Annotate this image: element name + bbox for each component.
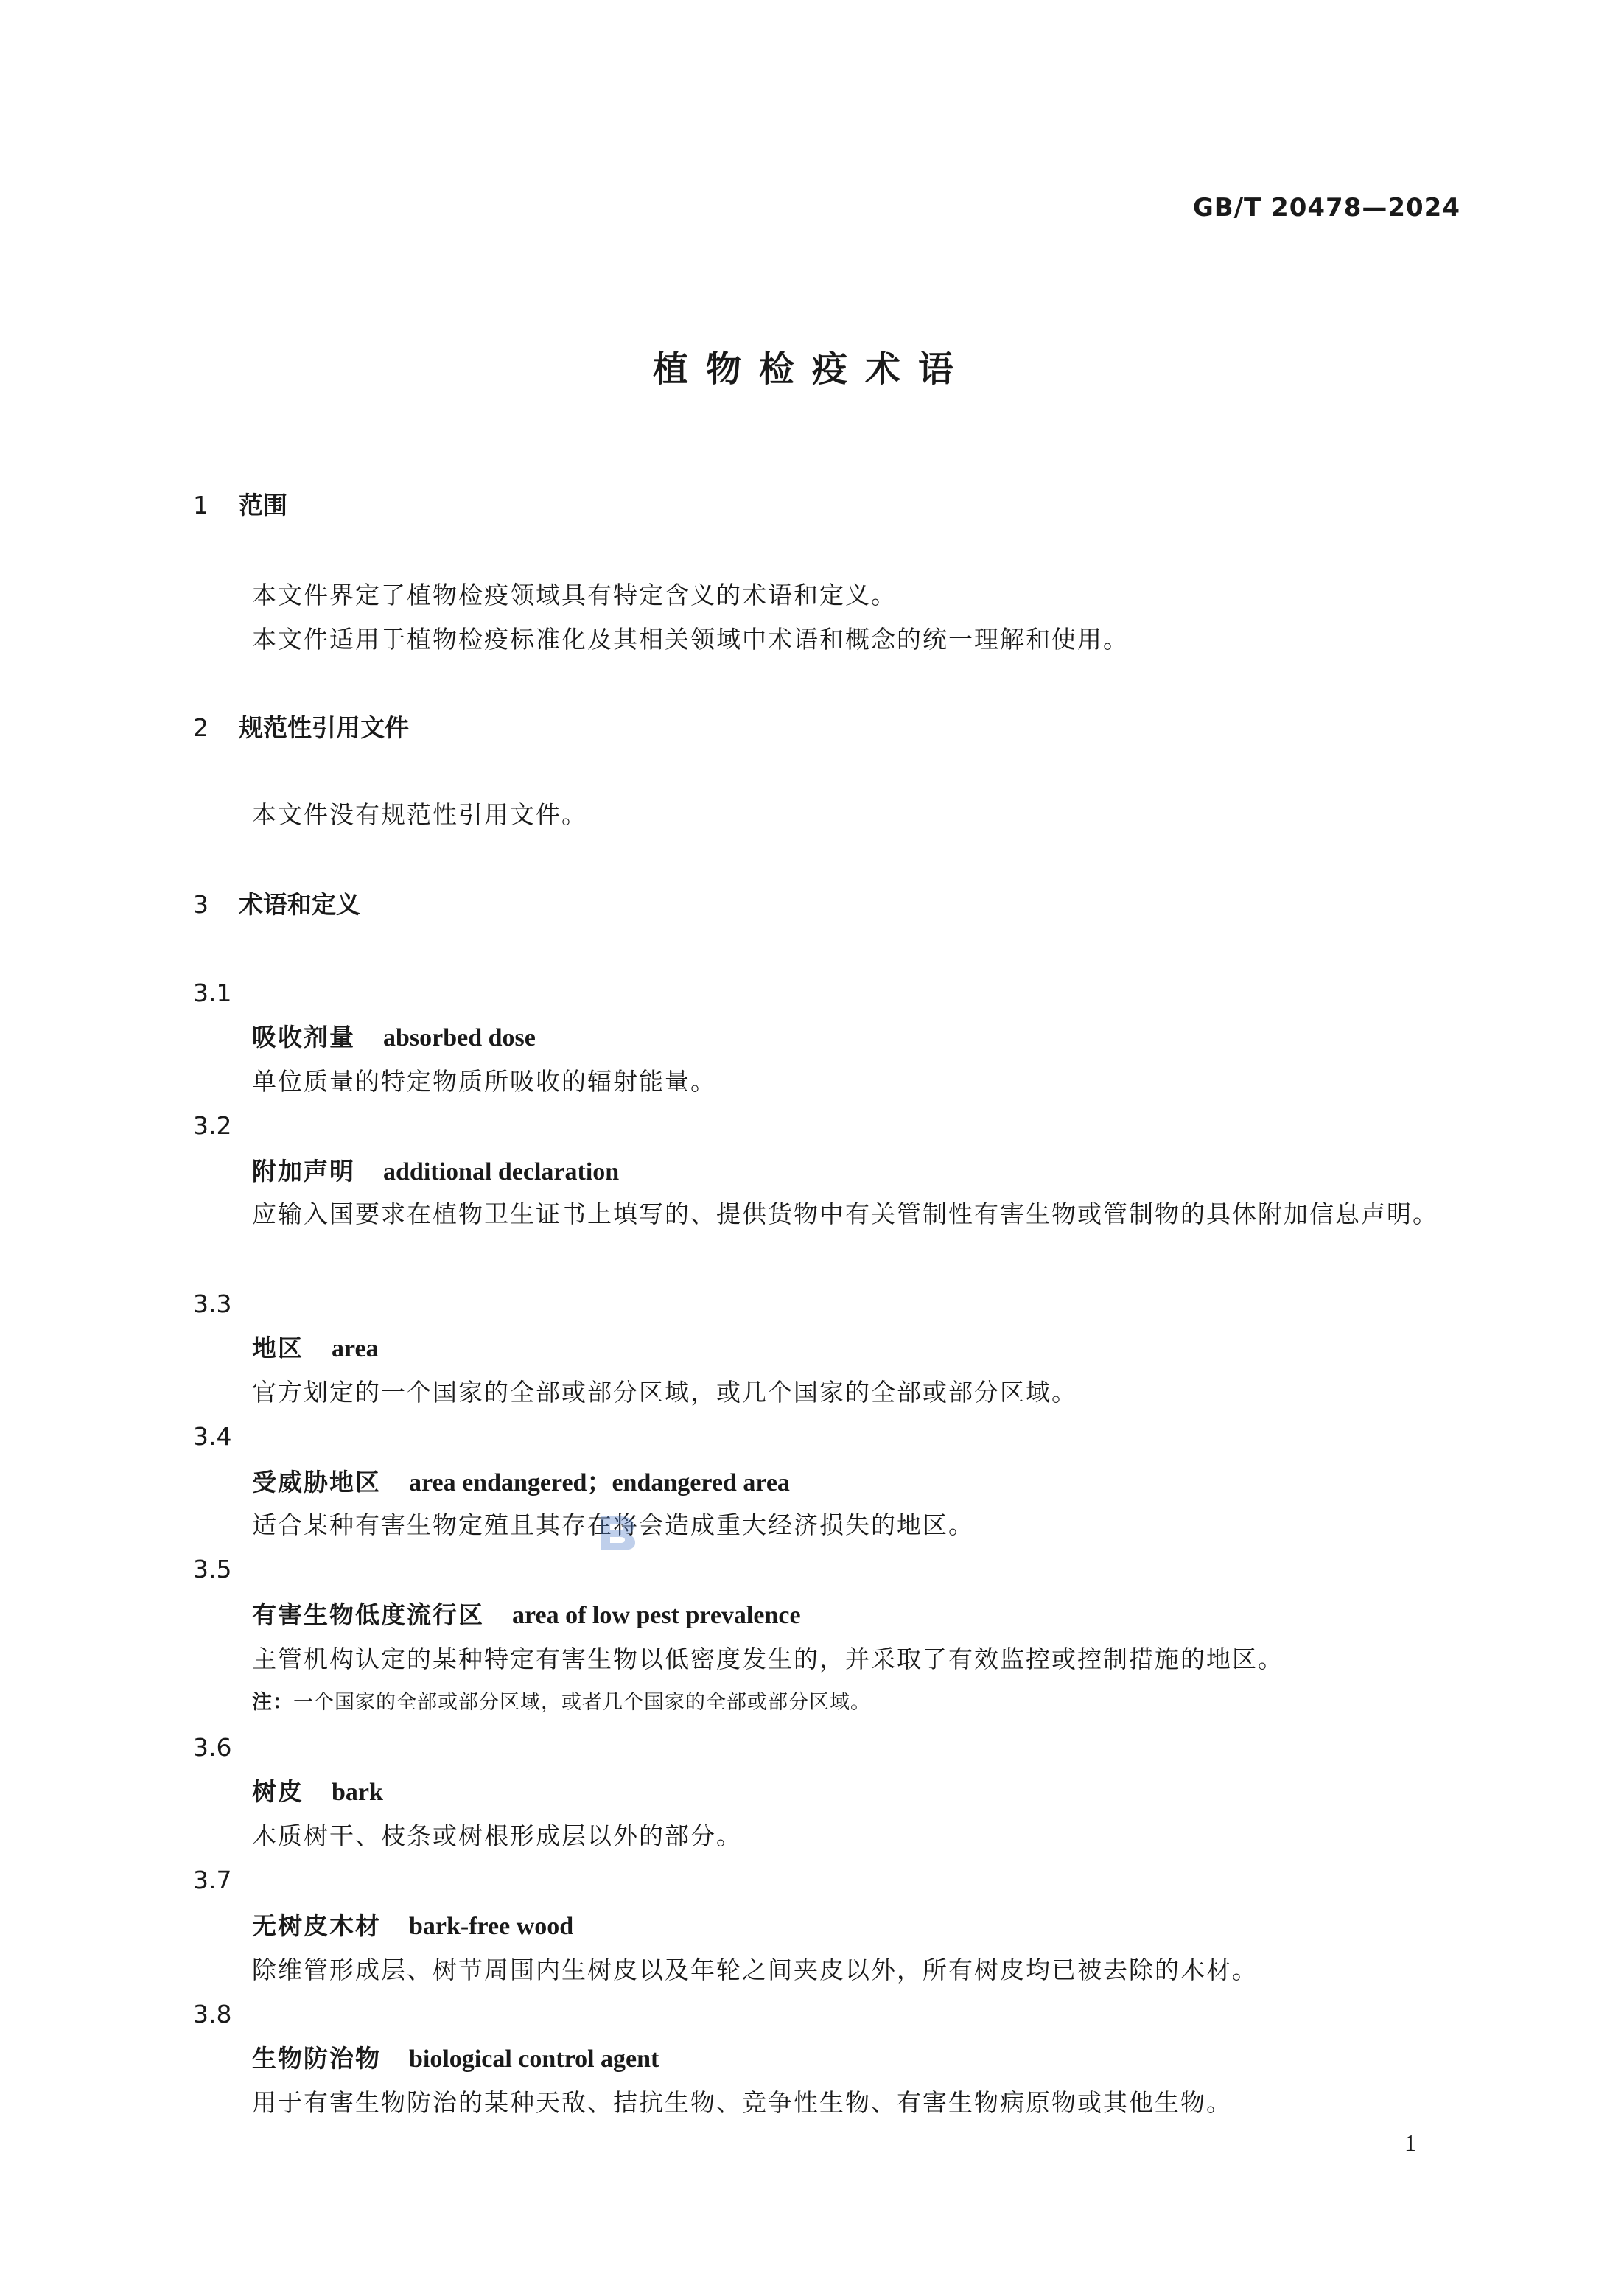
- term-entry: [252, 1600, 801, 1631]
- note-label: 注：: [252, 1691, 293, 1714]
- term-number: 3.4: [193, 1422, 232, 1451]
- term-zh: 树皮: [252, 1777, 304, 1806]
- term-en: bark-free wood: [409, 1913, 574, 1940]
- term-en: absorbed dose: [383, 1024, 536, 1051]
- section-heading-terms-definitions: [193, 890, 360, 920]
- section-number: 2: [193, 713, 209, 742]
- term-number: 3.2: [193, 1111, 232, 1140]
- term-entry: [252, 2044, 659, 2074]
- watermark-logo-icon: [595, 1512, 640, 1553]
- watermark-shape: [601, 1516, 635, 1550]
- note-text: 一个国家的全部或部分区域，或者几个国家的全部或部分区域。: [293, 1691, 871, 1714]
- scope-paragraph-2: 本文件适用于植物检疫标准化及其相关领域中术语和概念的统一理解和使用。: [252, 625, 1129, 654]
- term-entry: [252, 1777, 383, 1807]
- term-definition: 用于有害生物防治的某种天敌、拮抗生物、竞争性生物、有害生物病原物或其他生物。: [252, 2088, 1232, 2117]
- document-title: 植物检疫术语: [652, 349, 971, 390]
- standard-code: GB/T 20478—2024: [1192, 193, 1460, 223]
- term-entry: [252, 1157, 619, 1187]
- term-en: area of low pest prevalence: [512, 1602, 801, 1629]
- term-en: area: [332, 1335, 379, 1362]
- term-entry: [252, 1334, 379, 1364]
- term-zh: 生物防治物: [252, 2044, 381, 2073]
- term-zh: 无树皮木材: [252, 1911, 381, 1940]
- term-number: 3.3: [193, 1289, 232, 1318]
- scope-paragraph-1: 本文件界定了植物检疫领域具有特定含义的术语和定义。: [252, 581, 897, 609]
- term-entry: [252, 1468, 790, 1498]
- term-definition: 官方划定的一个国家的全部或部分区域，或几个国家的全部或部分区域。: [252, 1378, 1077, 1407]
- term-definition: 主管机构认定的某种特定有害生物以低密度发生的，并采取了有效监控或控制措施的地区。: [252, 1645, 1284, 1673]
- term-note: [252, 1690, 871, 1715]
- section-title: 范围: [239, 491, 287, 519]
- term-zh: 吸收剂量: [252, 1023, 355, 1051]
- term-number: 3.8: [193, 2000, 232, 2028]
- term-en: bark: [332, 1779, 383, 1806]
- term-definition: 木质树干、枝条或树根形成层以外的部分。: [252, 1821, 742, 1850]
- term-number: 3.1: [193, 979, 232, 1007]
- term-entry: [252, 1911, 573, 1942]
- section-number: 3: [193, 890, 209, 919]
- term-definition: 适合某种有害生物定殖且其存在将会造成重大经济损失的地区。: [252, 1510, 974, 1539]
- term-number: 3.5: [193, 1555, 232, 1583]
- term-definition: 单位质量的特定物质所吸收的辐射能量。: [252, 1067, 716, 1096]
- term-zh: 地区: [252, 1334, 304, 1362]
- section-title: 术语和定义: [239, 890, 360, 919]
- term-en: additional declaration: [383, 1158, 620, 1186]
- term-entry: [252, 1023, 536, 1053]
- page-number: 1: [1404, 2129, 1416, 2156]
- term-number: 3.6: [193, 1733, 232, 1762]
- section-number: 1: [193, 491, 209, 519]
- section-title: 规范性引用文件: [239, 713, 409, 742]
- term-definition: 除维管形成层、树节周围内生树皮以及年轮之间夹皮以外，所有树皮均已被去除的木材。: [252, 1956, 1258, 1984]
- normative-references-paragraph: 本文件没有规范性引用文件。: [252, 800, 587, 829]
- term-en: area endangered；endangered area: [409, 1469, 790, 1496]
- term-definition: 应输入国要求在植物卫生证书上填写的、提供货物中有关管制性有害生物或管制物的具体附加信息声明。: [252, 1200, 1438, 1228]
- section-heading-scope: [193, 491, 287, 520]
- section-heading-normative-references: [193, 713, 409, 743]
- term-zh: 附加声明: [252, 1157, 355, 1186]
- term-zh: 有害生物低度流行区: [252, 1600, 484, 1629]
- term-en: biological control agent: [409, 2045, 659, 2073]
- term-number: 3.7: [193, 1866, 232, 1894]
- term-zh: 受威胁地区: [252, 1468, 381, 1496]
